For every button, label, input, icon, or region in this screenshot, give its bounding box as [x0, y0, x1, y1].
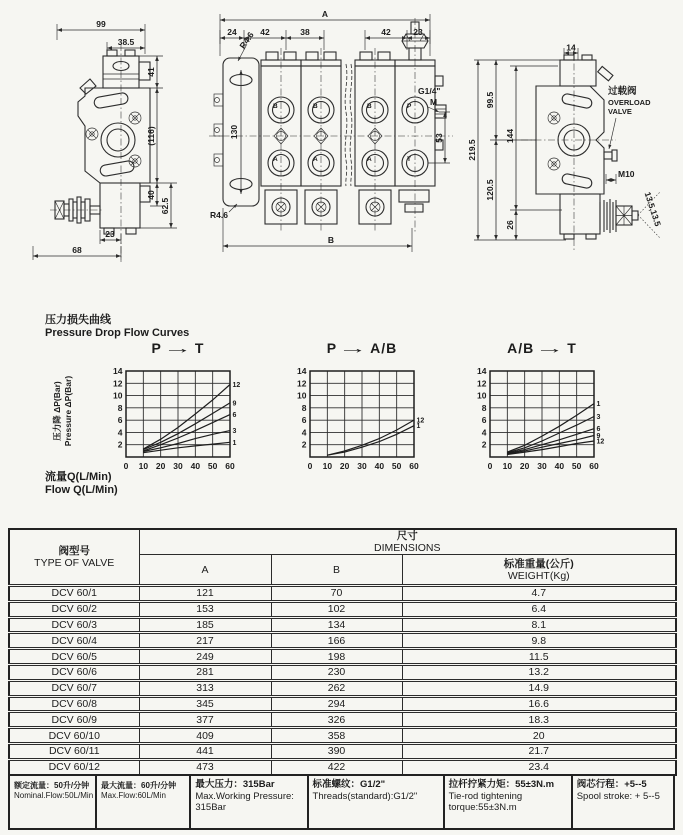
y-tick-label: 2: [117, 439, 123, 450]
spec-cell-2: [189, 776, 306, 828]
x-tick-label: 60: [225, 461, 235, 471]
table-row: [9, 696, 676, 712]
drawing-front-view: [209, 8, 453, 264]
dim-b-cell: 262: [271, 680, 402, 696]
drawing-right-side-view: [466, 44, 666, 254]
port-label-b3: B: [367, 103, 372, 110]
port-label-t: T: [407, 156, 411, 163]
spec-cell-0: [10, 776, 95, 828]
y-tick-label: 8: [481, 402, 487, 413]
dim-b-cell: 230: [271, 664, 402, 680]
dim-m: M: [430, 97, 438, 107]
curve-label: 1: [232, 439, 237, 447]
y-label-cn: 压力降 ΔP(Bar): [52, 381, 62, 441]
port-label-a1: A: [273, 156, 278, 163]
valve-type-cell: DCV 60/7: [9, 680, 139, 696]
dim-r46-bottom: R4.6: [210, 210, 228, 220]
weight-cell: 11.5: [402, 649, 676, 665]
x-tick-label: 40: [190, 461, 201, 471]
chart-y-axis-label: [52, 363, 74, 459]
x-label-cn: 流量Q(L/Min): [45, 471, 112, 483]
dim-23-right: 23: [413, 27, 423, 37]
curve-series-12: [507, 441, 594, 455]
curve-label: 6: [596, 426, 601, 434]
dim-144: 144: [505, 128, 515, 144]
dim-a-cell: 345: [139, 696, 271, 712]
table-row: [9, 728, 676, 744]
curve-label: 12: [416, 417, 425, 425]
spec-en: Max.Working Pressure: 315Bar: [195, 790, 294, 813]
dim-b-cell: 134: [271, 617, 402, 633]
chart-title-to: T: [567, 340, 577, 356]
y-tick-label: 12: [113, 378, 123, 389]
spec-en: Spool stroke: + 5--5: [576, 790, 660, 802]
y-tick-label: 4: [301, 427, 307, 438]
chart-title-p-ab: [310, 340, 414, 356]
arrow-icon: →: [337, 340, 370, 356]
dim-41: 41: [146, 67, 156, 77]
dim-26: 26: [505, 220, 515, 230]
weight-cell: 21.7: [402, 743, 676, 759]
dim-b-cell: 198: [271, 649, 402, 665]
spec-en: Tie-rod tightening torque:55±3N.m: [448, 790, 523, 813]
x-tick-label: 60: [409, 461, 419, 471]
dim-a-cell: 281: [139, 664, 271, 680]
y-tick-label: 10: [297, 390, 307, 401]
y-tick-label: 6: [117, 415, 123, 426]
valve-type-cell: DCV 60/10: [9, 728, 139, 744]
curve-series-9: [143, 403, 230, 450]
chart-title-from: P: [326, 340, 338, 356]
dim-219-5: 219.5: [467, 139, 477, 161]
dim-a-cell: 441: [139, 743, 271, 759]
dim-40: 40: [146, 190, 156, 200]
curve-label: 3: [596, 413, 601, 421]
spec-cell-1: [95, 776, 189, 828]
curve-series-1: [327, 426, 414, 456]
y-tick-label: 8: [117, 402, 123, 413]
spec-en: Max.Flow:60L/Min: [101, 791, 166, 800]
spec-cell-3: [307, 776, 443, 828]
x-tick-label: 50: [571, 461, 582, 471]
chart-1: [284, 363, 434, 475]
port-label-a3: A: [367, 156, 372, 163]
spec-footer: [8, 774, 675, 830]
chart-0: [100, 363, 250, 475]
spec-cn: 标准螺纹：G1/2": [312, 779, 386, 790]
valve-type-cell: DCV 60/6: [9, 664, 139, 680]
curve-label: 12: [232, 382, 241, 390]
dim-62-5: 62.5: [160, 197, 170, 215]
port-label-p: P: [407, 103, 412, 110]
overload-valve-label-cn: 过载阀: [608, 86, 637, 97]
y-tick-label: 14: [477, 366, 487, 376]
x-tick-label: 40: [374, 461, 385, 471]
curve-label: 6: [232, 412, 237, 420]
dim-53: 53: [434, 133, 444, 143]
y-tick-label: 12: [297, 378, 307, 389]
valve-type-cell: DCV 60/4: [9, 633, 139, 649]
dim-a-cell: 473: [139, 759, 271, 775]
x-tick-label: 20: [155, 461, 166, 471]
dim-b-cell: 358: [271, 728, 402, 744]
dim-a-cell: 377: [139, 712, 271, 728]
dimensions-table: [8, 528, 677, 776]
table-row: [9, 649, 676, 665]
front-view-dimensions: [210, 9, 450, 252]
curves-title-cn: 压力损失曲线: [45, 314, 111, 326]
type-header-en: TYPE OF VALVE: [34, 557, 115, 569]
x-tick-label: 20: [339, 461, 350, 471]
weight-cell: 4.7: [402, 586, 676, 602]
dim-b-cell: 166: [271, 633, 402, 649]
x-tick-label: 30: [173, 461, 183, 471]
y-tick-label: 14: [113, 366, 123, 376]
weight-cell: 8.1: [402, 617, 676, 633]
spec-cn: 额定流量：50升/分钟: [14, 781, 90, 790]
weight-header-en: WEIGHT(Kg): [507, 569, 570, 582]
curve-label: 12: [596, 438, 605, 446]
weight-cell: 18.3: [402, 712, 676, 728]
y-tick-label: 4: [117, 427, 123, 438]
overload-valve-label-en2: VALVE: [608, 107, 632, 116]
dim-a-cell: 217: [139, 633, 271, 649]
y-tick-label: 6: [481, 415, 487, 426]
dim-23: 23: [105, 229, 115, 239]
table-row: [9, 601, 676, 617]
dim-130: 130: [229, 124, 239, 140]
dimensions-header-cn: 尺寸: [396, 530, 418, 542]
y-tick-label: 2: [301, 439, 307, 450]
weight-cell: 20: [402, 728, 676, 744]
dim-a-cell: 185: [139, 617, 271, 633]
dimensions-header-en: DIMENSIONS: [373, 542, 441, 554]
port-label-a2: A: [313, 156, 318, 163]
dim-a-cell: 313: [139, 680, 271, 696]
curve-label: 3: [232, 428, 237, 436]
weight-cell: 23.4: [402, 759, 676, 775]
table-row: [9, 759, 676, 775]
port-label-b1: B: [273, 103, 278, 110]
spec-en: Threads(standard):G1/2": [312, 790, 418, 802]
dim-r46-top: R4.6: [237, 30, 256, 51]
weight-cell: 13.2: [402, 664, 676, 680]
y-tick-label: 10: [477, 390, 487, 401]
col-b-header: B: [271, 555, 402, 586]
curve-label: 1: [596, 401, 601, 409]
weight-header: [402, 555, 676, 586]
x-tick-label: 60: [589, 461, 599, 471]
x-tick-label: 0: [487, 461, 493, 471]
type-of-valve-header: [9, 529, 139, 586]
table-row: [9, 586, 676, 602]
dim-a-cell: 249: [139, 649, 271, 665]
dim-a: A: [321, 9, 329, 19]
table-row: [9, 664, 676, 680]
weight-cell: 14.9: [402, 680, 676, 696]
dim-14: 14: [566, 44, 576, 53]
dim-38: 38: [300, 27, 310, 37]
type-header-cn: 阀型号: [58, 545, 90, 557]
x-tick-label: 40: [554, 461, 565, 471]
weight-header-cn: 标准重量(公斤): [503, 557, 574, 570]
y-tick-label: 12: [477, 378, 487, 389]
dim-38-5: 38.5: [117, 37, 135, 47]
valve-type-cell: DCV 60/3: [9, 617, 139, 633]
chart-title-ab-t: [490, 340, 594, 356]
x-tick-label: 10: [322, 461, 333, 471]
curve-series-12: [327, 420, 414, 455]
valve-type-cell: DCV 60/2: [9, 601, 139, 617]
col-a-header: A: [139, 555, 271, 586]
x-tick-label: 0: [123, 461, 129, 471]
dim-13-5: 13.5,13.5: [642, 190, 664, 228]
chart-title-to: T: [194, 340, 205, 356]
dim-b-cell: 294: [271, 696, 402, 712]
curve-label: 9: [596, 433, 601, 440]
x-tick-label: 0: [307, 461, 313, 471]
chart-title-from: P: [151, 340, 162, 356]
spec-en: Nominal.Flow:50L/Min: [14, 791, 94, 800]
y-tick-label: 10: [113, 390, 123, 401]
chart-title-p-t: [126, 340, 230, 356]
x-tick-label: 20: [519, 461, 530, 471]
y-tick-label: 14: [297, 366, 307, 376]
x-tick-label: 30: [357, 461, 367, 471]
overload-valve-label-en1: OVERLOAD: [608, 98, 651, 107]
dim-42-right: 42: [381, 27, 391, 37]
table-row: [9, 633, 676, 649]
spec-cn: 最大压力：315Bar: [195, 779, 275, 790]
right-view-annotations: [606, 85, 663, 228]
x-tick-label: 30: [537, 461, 547, 471]
dim-a-cell: 153: [139, 601, 271, 617]
dim-68: 68: [72, 245, 82, 255]
x-tick-label: 50: [207, 461, 218, 471]
dimensions-header: [139, 529, 676, 555]
dim-b-cell: 70: [271, 586, 402, 602]
dim-b-cell: 102: [271, 601, 402, 617]
valve-type-cell: DCV 60/12: [9, 759, 139, 775]
table-row: [9, 712, 676, 728]
dim-116: (116): [146, 126, 156, 146]
curve-label: 1: [416, 423, 421, 431]
dim-b: B: [327, 235, 335, 245]
dim-b-cell: 326: [271, 712, 402, 728]
weight-cell: 16.6: [402, 696, 676, 712]
chart-title-to: A/B: [370, 340, 398, 356]
dim-b-cell: 422: [271, 759, 402, 775]
arrow-icon: →: [535, 340, 567, 356]
right-view-dimensions: [467, 44, 578, 240]
port-label-b2: B: [313, 103, 318, 110]
table-row: [9, 743, 676, 759]
valve-type-cell: DCV 60/8: [9, 696, 139, 712]
drawing-left-side-view: [28, 16, 218, 266]
dim-a-cell: 121: [139, 586, 271, 602]
x-tick-label: 50: [391, 461, 402, 471]
dim-b-cell: 390: [271, 743, 402, 759]
chart-2: [464, 363, 614, 475]
chart-x-axis-label: [45, 471, 118, 497]
spec-cn: 最大流量：60升/分钟: [101, 781, 177, 790]
x-label-en: Flow Q(L/Min): [45, 484, 118, 496]
dim-m10: M10: [618, 169, 635, 179]
curve-series-12: [143, 385, 230, 450]
x-tick-label: 10: [502, 461, 513, 471]
x-tick-label: 10: [138, 461, 149, 471]
left-view-dimensions: [33, 19, 177, 260]
valve-type-cell: DCV 60/1: [9, 586, 139, 602]
valve-type-cell: DCV 60/11: [9, 743, 139, 759]
spec-cn: 拉杆拧紧力矩：55±3N.m: [448, 779, 555, 790]
table-body: [9, 586, 676, 776]
weight-cell: 9.8: [402, 633, 676, 649]
dim-g14: G1/4": [418, 86, 441, 96]
curves-section-title: [45, 314, 189, 340]
right-view-geometry: [521, 50, 660, 250]
y-tick-label: 4: [481, 427, 487, 438]
valve-type-cell: DCV 60/9: [9, 712, 139, 728]
spec-cn: 阀芯行程：+5--5: [576, 779, 647, 790]
y-tick-label: 6: [301, 415, 307, 426]
spec-cell-4: [443, 776, 571, 828]
y-label-en: Pressure ΔP(Bar): [63, 375, 73, 447]
curve-label: 9: [232, 400, 237, 408]
y-tick-label: 2: [481, 439, 487, 450]
dim-42-left: 42: [260, 27, 270, 37]
dim-24: 24: [227, 27, 237, 37]
weight-cell: 6.4: [402, 601, 676, 617]
arrow-icon: →: [162, 340, 195, 356]
spool-knob-end: [600, 199, 638, 233]
dim-99: 99: [96, 19, 106, 29]
table-row: [9, 617, 676, 633]
spec-cell-5: [571, 776, 673, 828]
y-tick-label: 8: [301, 402, 307, 413]
curves-title-en: Pressure Drop Flow Curves: [45, 327, 190, 339]
left-view-geometry: [50, 44, 150, 262]
valve-type-cell: DCV 60/5: [9, 649, 139, 665]
dim-a-cell: 409: [139, 728, 271, 744]
dim-120-5: 120.5: [485, 179, 495, 201]
dim-99-5: 99.5: [485, 91, 495, 109]
chart-title-from: A/B: [507, 340, 535, 356]
table-row: [9, 680, 676, 696]
